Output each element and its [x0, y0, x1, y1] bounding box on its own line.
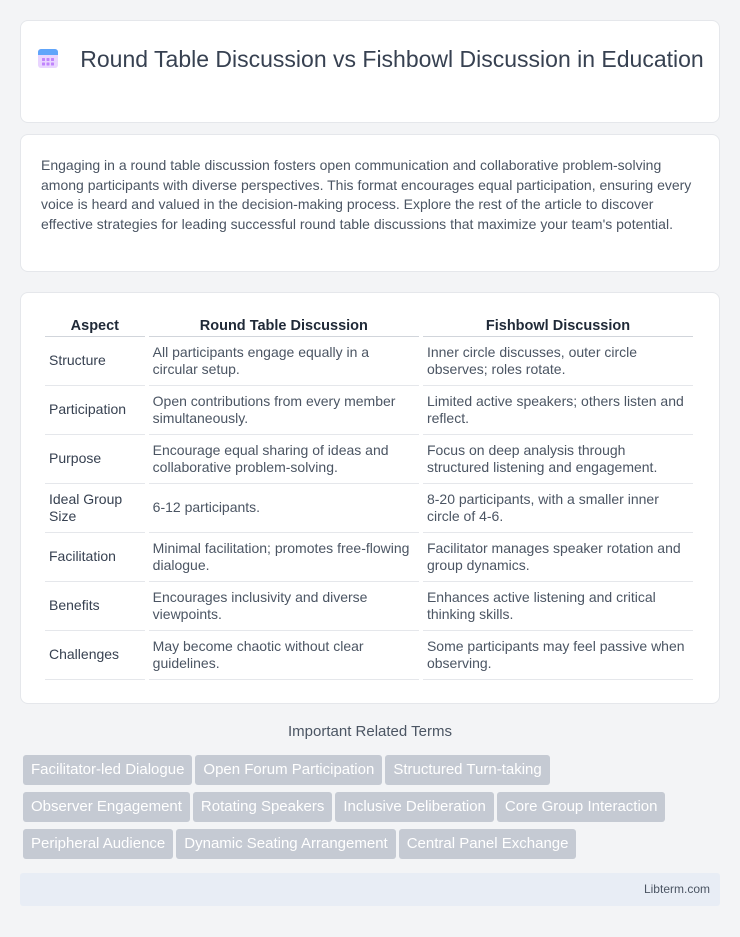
- aspect-cell: Facilitation: [45, 533, 145, 582]
- aspect-cell: Participation: [45, 386, 145, 435]
- related-terms-title: Important Related Terms: [288, 723, 452, 740]
- fishbowl-cell: Enhances active listening and critical thinking skills.: [423, 582, 693, 631]
- footer: [20, 873, 720, 906]
- fishbowl-cell: Focus on deep analysis through structured listening and engagement.: [423, 435, 693, 484]
- intro-paragraph: Engaging in a round table discussion fosters open communication and collaborative problem-solving among participants with diverse perspectives. This format encourages equal participation, ensuring every voice is heard and valued in the decision-making process. Explore the rest of the article to discover effective strategies for leading successful round table discussions that maximize your team's potential.: [41, 157, 692, 232]
- related-term-tag[interactable]: Facilitator-led Dialogue: [23, 755, 192, 785]
- term-row: [23, 792, 723, 829]
- page-title: [21, 45, 719, 74]
- comparison-table: [41, 317, 697, 680]
- fishbowl-cell: Limited active speakers; others listen and reflect.: [423, 386, 693, 435]
- table-row: [45, 435, 693, 484]
- round-table-cell: Encourage equal sharing of ideas and collaborative problem-solving.: [149, 435, 419, 484]
- aspect-cell: Purpose: [45, 435, 145, 484]
- fishbowl-cell: Facilitator manages speaker rotation and group dynamics.: [423, 533, 693, 582]
- table-row: [45, 631, 693, 680]
- table-header-row: [45, 317, 693, 337]
- title-card: [20, 20, 720, 123]
- table-row: [45, 386, 693, 435]
- table-row: [45, 533, 693, 582]
- related-term-tag[interactable]: Peripheral Audience: [23, 829, 173, 859]
- table-row: [45, 582, 693, 631]
- footer-site-link[interactable]: Libterm.com: [643, 882, 710, 896]
- calendar-icon: [36, 46, 60, 70]
- term-row: [23, 755, 723, 792]
- fishbowl-cell: 8-20 participants, with a smaller inner circle of 4-6.: [423, 484, 693, 533]
- related-terms: [23, 755, 723, 866]
- table-row: [45, 484, 693, 533]
- aspect-cell: Challenges: [45, 631, 145, 680]
- fishbowl-cell: Inner circle discusses, outer circle observes; roles rotate.: [423, 337, 693, 386]
- round-table-cell: Open contributions from every member simultaneously.: [149, 386, 419, 435]
- column-header: Fishbowl Discussion: [423, 317, 693, 337]
- column-header: Round Table Discussion: [149, 317, 419, 337]
- table-row: [45, 337, 693, 386]
- round-table-cell: All participants engage equally in a circular setup.: [149, 337, 419, 386]
- term-row: [23, 829, 723, 866]
- page-title-text: Round Table Discussion vs Fishbowl Discussion in Education: [80, 46, 704, 72]
- related-term-tag[interactable]: Observer Engagement: [23, 792, 190, 822]
- aspect-cell: Structure: [45, 337, 145, 386]
- fishbowl-cell: Some participants may feel passive when observing.: [423, 631, 693, 680]
- round-table-cell: Minimal facilitation; promotes free-flowing dialogue.: [149, 533, 419, 582]
- aspect-cell: Benefits: [45, 582, 145, 631]
- intro-card: [20, 134, 720, 272]
- aspect-cell: Ideal Group Size: [45, 484, 145, 533]
- round-table-cell: May become chaotic without clear guidelines.: [149, 631, 419, 680]
- related-term-tag[interactable]: Structured Turn-taking: [385, 755, 549, 785]
- comparison-card: [20, 292, 720, 704]
- related-term-tag[interactable]: Core Group Interaction: [497, 792, 666, 822]
- round-table-cell: 6-12 participants.: [149, 484, 419, 533]
- related-term-tag[interactable]: Central Panel Exchange: [399, 829, 577, 859]
- related-term-tag[interactable]: Dynamic Seating Arrangement: [176, 829, 395, 859]
- related-term-tag[interactable]: Rotating Speakers: [193, 792, 332, 822]
- related-term-tag[interactable]: Inclusive Deliberation: [335, 792, 494, 822]
- column-header: Aspect: [45, 317, 145, 337]
- related-term-tag[interactable]: Open Forum Participation: [195, 755, 382, 785]
- round-table-cell: Encourages inclusivity and diverse viewpoints.: [149, 582, 419, 631]
